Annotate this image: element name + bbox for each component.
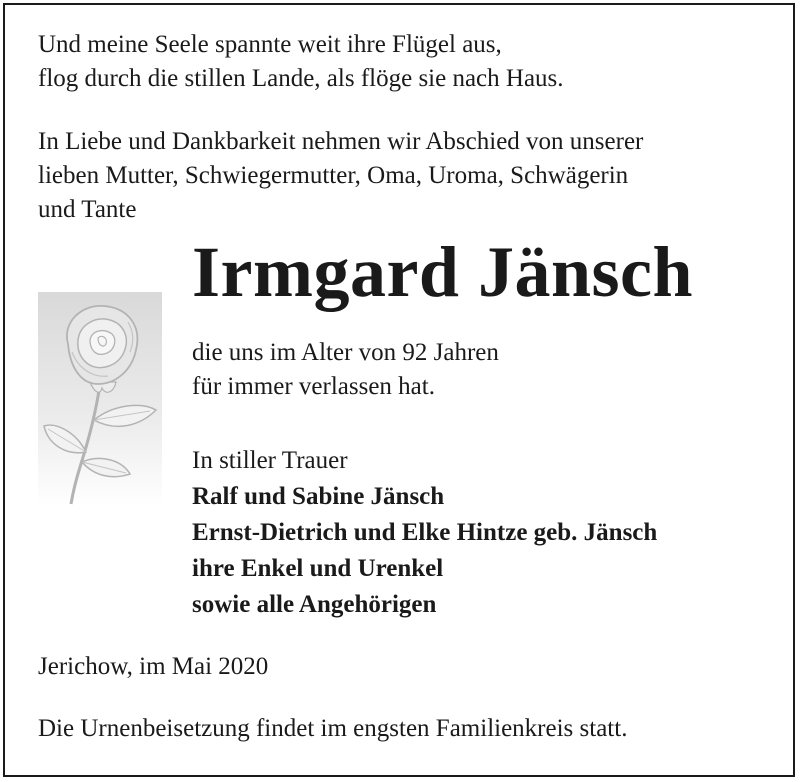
deceased-name: Irmgard Jänsch — [192, 232, 694, 312]
mourner-name: Ernst-Dietrich und Elke Hintze geb. Jänsch — [192, 519, 658, 546]
burial-notice: Die Urnenbeisetzung findet im engsten Familienkreis statt. — [38, 715, 628, 742]
poem-line-2: flog durch die stillen Lande, als flöge sie nach Haus. — [38, 65, 564, 92]
mourner-name: Ralf und Sabine Jänsch — [192, 483, 445, 510]
mourner-name: sowie alle Angehörigen — [192, 591, 437, 618]
poem-line-1: Und meine Seele spannte weit ihre Flügel aus, — [38, 31, 502, 58]
place-date: Jerichow, im Mai 2020 — [38, 653, 269, 680]
age-line-2: für immer verlassen hat. — [192, 373, 435, 400]
mourners-heading: In stiller Trauer — [192, 447, 348, 474]
age-line-1: die uns im Alter von 92 Jahren — [192, 339, 499, 366]
intro-line-1: In Liebe und Dankbarkeit nehmen wir Abschied von unserer — [38, 128, 644, 155]
intro-line-3: und Tante — [38, 196, 137, 223]
mourner-name: ihre Enkel und Urenkel — [192, 555, 444, 582]
intro-line-2: lieben Mutter, Schwiegermutter, Oma, Uroma, Schwägerin — [38, 162, 629, 189]
rose-icon — [38, 292, 162, 506]
